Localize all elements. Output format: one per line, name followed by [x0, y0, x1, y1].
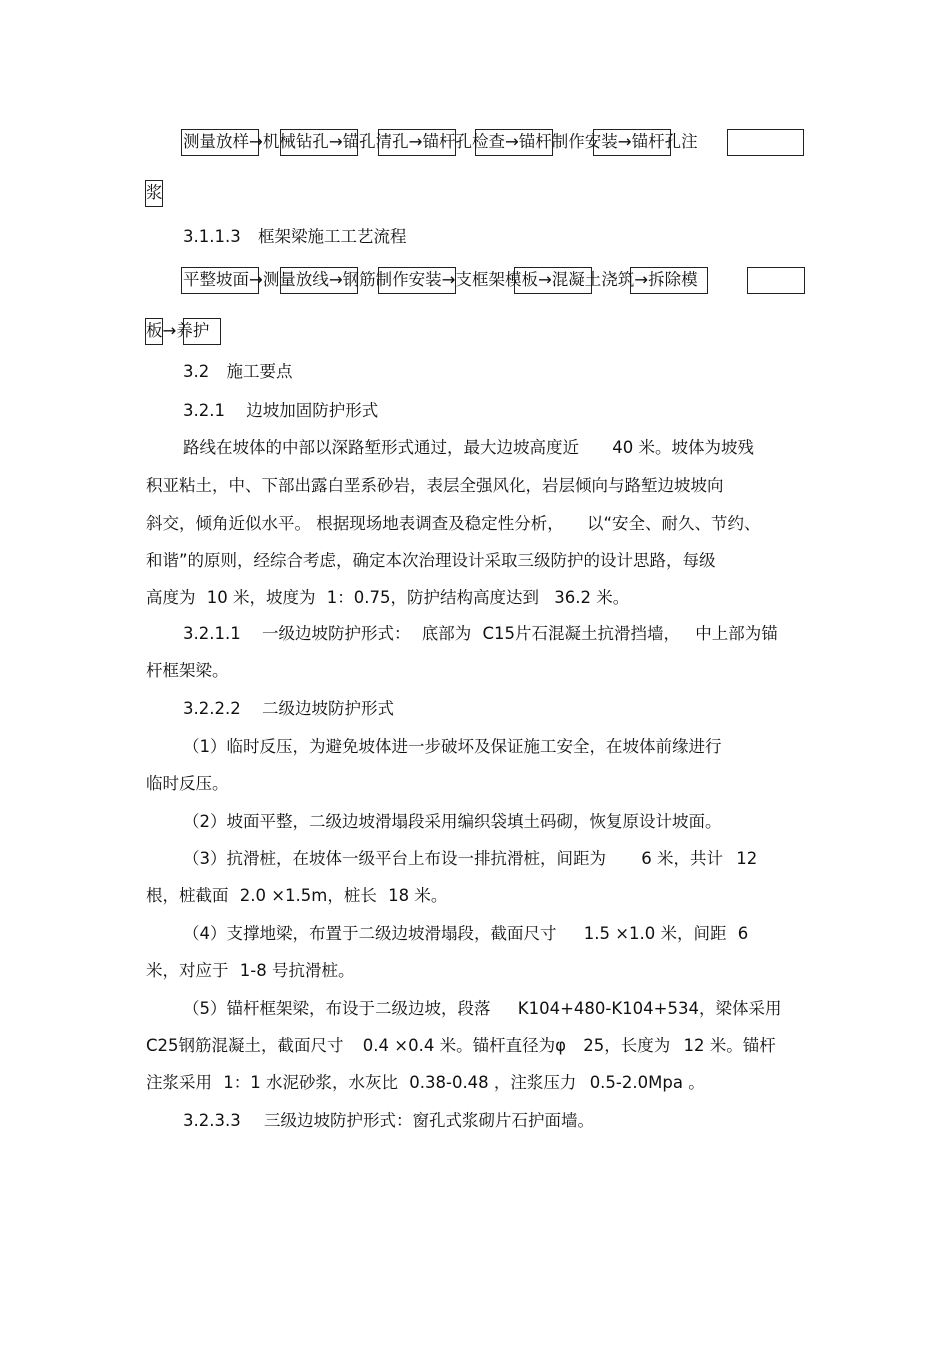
section-title: 施工要点 [226, 362, 293, 381]
text-run: 斜交，倾角近似水平。 根据现场地表调查及稳定性分析， [146, 514, 564, 533]
text-run: 40 米。坡体为坡残 [612, 438, 754, 457]
section-heading [183, 360, 293, 384]
list-item [183, 997, 781, 1021]
paragraph-line: 和谐”的原则，经综合考虑，确定本次治理设计采取三级防护的设计思路，每级 [146, 551, 716, 570]
section-number: 3.2.2.2 [183, 699, 241, 718]
text-run: C25钢筋混凝土，截面尺寸 [146, 1036, 344, 1055]
section-title: 三级边坡防护形式：窗孔式浆砌片石护面墙。 [263, 1111, 594, 1130]
list-item [183, 847, 757, 871]
section-number: 3.2.1.1 [183, 624, 241, 643]
text-run: 6 [737, 924, 749, 943]
flow-box [727, 129, 804, 156]
text-run: 18 米。 [388, 886, 448, 905]
section-number: 3.2.3.3 [183, 1111, 241, 1130]
section-heading [183, 622, 778, 646]
text-run: 25，长度为 [583, 1036, 671, 1055]
section-number: 3.2 [183, 362, 210, 381]
text-run: 12 米。锚杆 [683, 1036, 776, 1055]
section-heading [183, 399, 378, 423]
section-number: 3.1.1.3 [183, 227, 241, 246]
section-heading [183, 1109, 594, 1133]
section-heading [183, 697, 394, 721]
text-run: 36.2 米。 [554, 588, 630, 607]
text-run: 2.0 ×1.5m，桩长 [239, 886, 377, 905]
text-run: 以“安全、耐久、节约、 [587, 514, 761, 533]
list-item: （1）临时反压，为避免坡体进一步破坏及保证施工安全，在坡体前缘进行 [183, 737, 722, 756]
list-item [146, 884, 447, 908]
flow2-line1: 平整坡面→测量放线→钢筋制作安装→支框架模板→混凝土浇筑→拆除模 [183, 270, 698, 289]
text-run: 一级边坡防护形式： [261, 624, 411, 643]
section-title: 边坡加固防护形式 [246, 401, 379, 420]
flow1-line2: 浆 [146, 183, 163, 202]
text-run: 高度为 [146, 588, 196, 607]
text-run: （4）支撑地梁，布置于二级边坡滑塌段，截面尺寸 [183, 924, 557, 943]
section-title: 二级边坡防护形式 [261, 699, 394, 718]
list-item [183, 922, 748, 946]
text-run: 根，桩截面 [146, 886, 229, 905]
list-item [146, 959, 354, 983]
text-run: （3）抗滑桩，在坡体一级平台上布设一排抗滑桩，间距为 [183, 849, 606, 868]
paragraph-line: 杆框架梁。 [146, 661, 229, 680]
text-run: 中上部为锚 [695, 624, 778, 643]
text-run: 1：1 水泥砂浆，水灰比 [223, 1073, 398, 1092]
text-run: 0.5-2.0Mpa 。 [589, 1073, 705, 1092]
text-run: 0.4 ×0.4 米。锚杆直径为φ [362, 1036, 566, 1055]
flow2-line2: 板→养护 [146, 321, 210, 340]
text-run: 注浆采用 [146, 1073, 212, 1092]
section-title: 框架梁施工工艺流程 [257, 227, 407, 246]
text-run: 路线在坡体的中部以深路堑形式通过，最大边坡高度近 [183, 438, 579, 457]
text-run: 12 [736, 849, 758, 868]
text-run: 0.38-0.48 ，注浆压力 [409, 1073, 577, 1092]
list-item [146, 1071, 705, 1095]
list-item [146, 1034, 776, 1058]
list-item: （2）坡面平整，二级边坡滑塌段采用编织袋填土码砌，恢复原设计坡面。 [183, 812, 722, 831]
text-run: （5）锚杆框架梁，布设于二级边坡，段落 [183, 999, 491, 1018]
paragraph-line [146, 586, 629, 610]
text-run: 6 米，共计 [641, 849, 723, 868]
paragraph-line [183, 436, 754, 460]
paragraph-line [146, 512, 761, 536]
text-run: 米，对应于 [146, 961, 229, 980]
text-run: 底部为 [421, 624, 472, 643]
text-run: K104+480-K104+534，梁体采用 [517, 999, 782, 1018]
paragraph-line: 积亚粘土，中、下部出露白垩系砂岩，表层全强风化，岩层倾向与路堑边坡坡向 [146, 476, 724, 495]
text-run: 10 米，坡度为 [206, 588, 316, 607]
text-run: C15片石混凝土抗滑挡墙， [482, 624, 681, 643]
flow1-line1: 测量放样→机械钻孔→锚孔清孔→锚杆孔检查→锚杆制作安装→锚杆孔注 [183, 132, 698, 151]
flow-box [747, 267, 805, 294]
section-number: 3.2.1 [183, 401, 225, 420]
section-heading [183, 225, 406, 249]
text-run: 1：0.75，防护结构高度达到 [326, 588, 539, 607]
text-run: 1-8 号抗滑桩。 [239, 961, 355, 980]
list-item: 临时反压。 [146, 774, 229, 793]
text-run: 1.5 ×1.0 米，间距 [583, 924, 727, 943]
